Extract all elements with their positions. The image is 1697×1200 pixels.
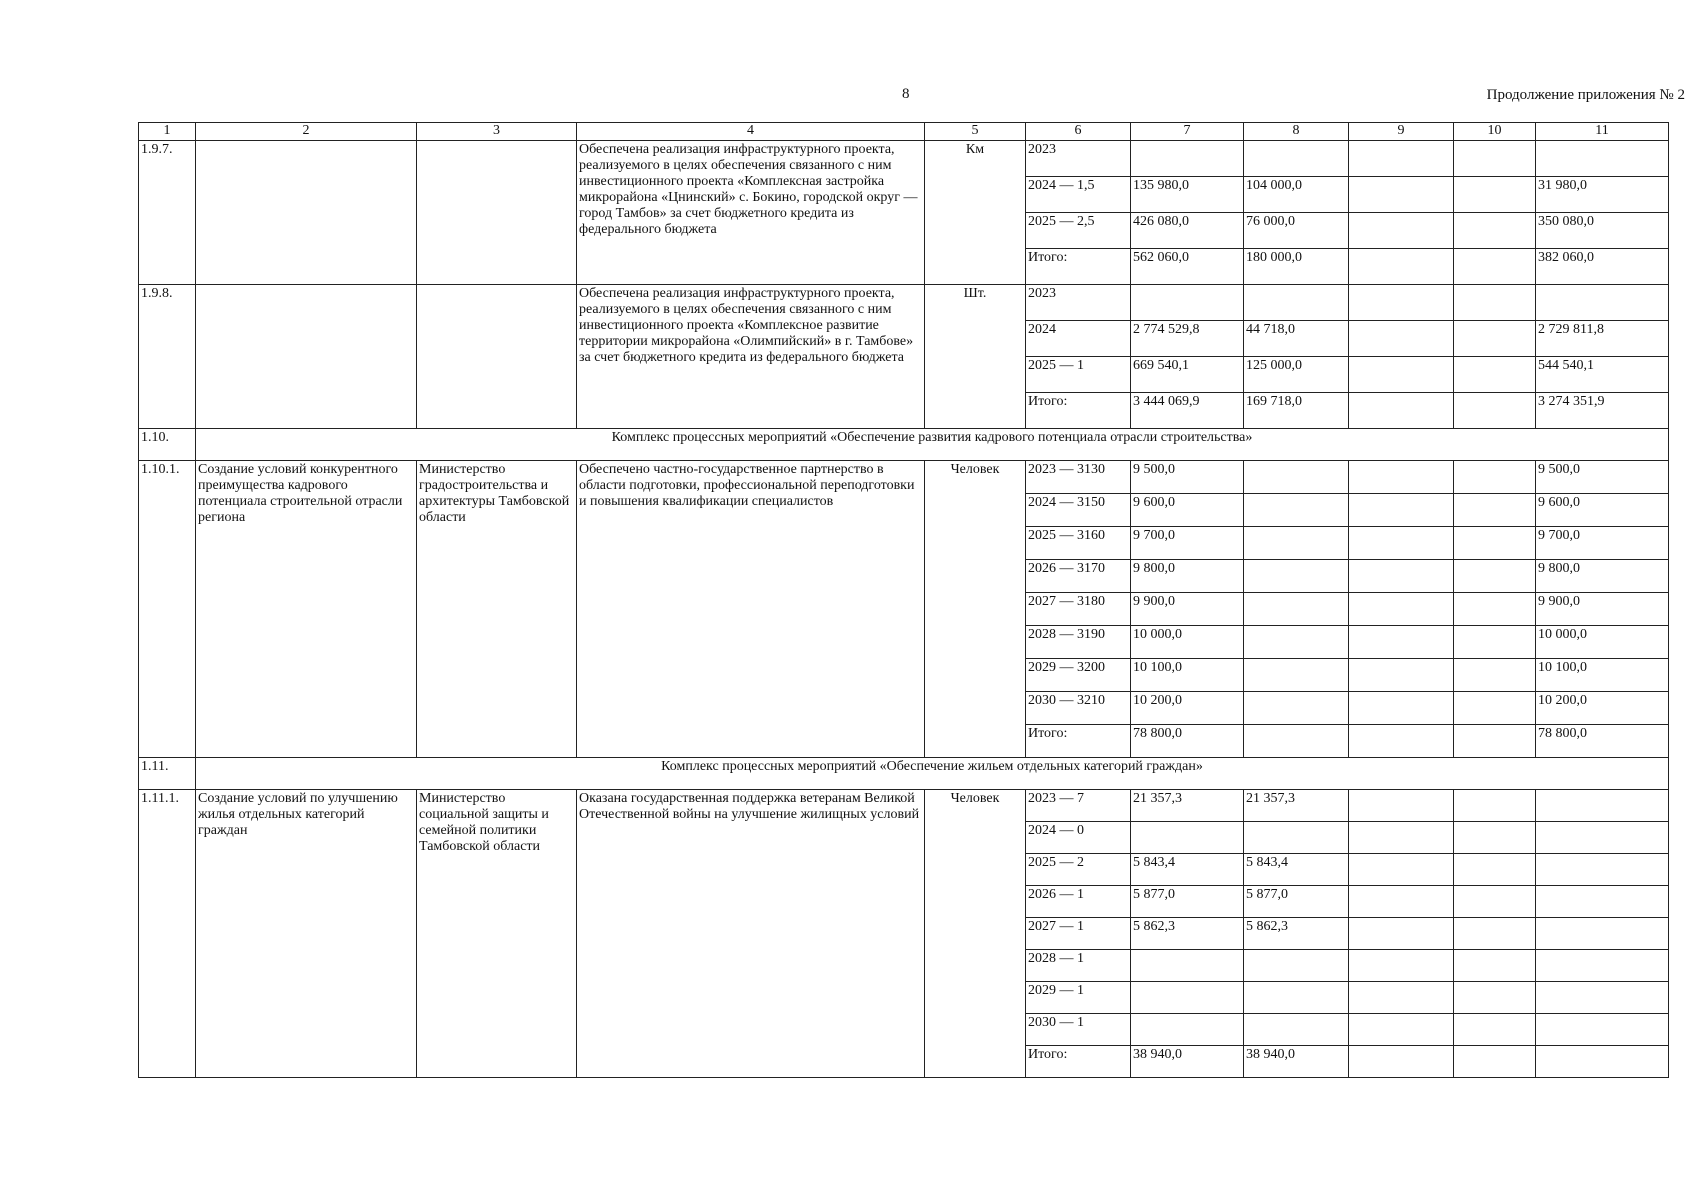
amount-total xyxy=(1131,950,1244,982)
amount-regional: 9 700,0 xyxy=(1536,527,1669,560)
amount-federal xyxy=(1244,822,1349,854)
amount-regional: 2 729 811,8 xyxy=(1536,321,1669,357)
section-row xyxy=(139,758,1669,790)
amount-col9 xyxy=(1349,494,1454,527)
year-value: 2030 — 3210 xyxy=(1026,692,1131,725)
section-number: 1.10. xyxy=(139,429,196,461)
amount-col9 xyxy=(1349,1046,1454,1078)
result-description: Обеспечена реализация инфраструктурного проекта, реализуемого в целях обеспечения связанного с ним инвестиционного проекта «Комплексное развитие территории микрорайона «Олимпийский» в г. Тамбове» за счет бюджетного кредита из федерального бюджета xyxy=(577,285,925,429)
amount-col10 xyxy=(1454,560,1536,593)
amount-col9 xyxy=(1349,141,1454,177)
amount-federal xyxy=(1244,1014,1349,1046)
section-row xyxy=(139,429,1669,461)
amount-total: 10 100,0 xyxy=(1131,659,1244,692)
amount-col9 xyxy=(1349,593,1454,626)
amount-regional xyxy=(1536,950,1669,982)
amount-col10 xyxy=(1454,494,1536,527)
amount-col9 xyxy=(1349,626,1454,659)
amount-total: 3 444 069,9 xyxy=(1131,393,1244,429)
amount-col9 xyxy=(1349,822,1454,854)
amount-col10 xyxy=(1454,790,1536,822)
year-value: 2025 — 2,5 xyxy=(1026,213,1131,249)
amount-col9 xyxy=(1349,918,1454,950)
amount-federal: 5 862,3 xyxy=(1244,918,1349,950)
unit-of-measure: Человек xyxy=(925,790,1026,1078)
amount-regional xyxy=(1536,918,1669,950)
amount-col10 xyxy=(1454,461,1536,494)
amount-total: 38 940,0 xyxy=(1131,1046,1244,1078)
amount-col10 xyxy=(1454,285,1536,321)
amount-col10 xyxy=(1454,1014,1536,1046)
amount-col10 xyxy=(1454,393,1536,429)
amount-col10 xyxy=(1454,593,1536,626)
year-value: 2025 — 2 xyxy=(1026,854,1131,886)
amount-col10 xyxy=(1454,249,1536,285)
amount-federal xyxy=(1244,141,1349,177)
header-cell: 1 xyxy=(139,123,196,141)
amount-regional: 9 900,0 xyxy=(1536,593,1669,626)
amount-col10 xyxy=(1454,725,1536,758)
amount-col9 xyxy=(1349,285,1454,321)
amount-regional: 3 274 351,9 xyxy=(1536,393,1669,429)
amount-regional xyxy=(1536,854,1669,886)
section-number: 1.11. xyxy=(139,758,196,790)
amount-federal xyxy=(1244,461,1349,494)
amount-col9 xyxy=(1349,213,1454,249)
amount-total: 78 800,0 xyxy=(1131,725,1244,758)
amount-total xyxy=(1131,285,1244,321)
year-value: Итого: xyxy=(1026,725,1131,758)
amount-federal xyxy=(1244,725,1349,758)
amount-col9 xyxy=(1349,692,1454,725)
section-title: Комплекс процессных мероприятий «Обеспечение развития кадрового потенциала отрасли строительства» xyxy=(196,429,1669,461)
unit-of-measure: Км xyxy=(925,141,1026,285)
amount-col10 xyxy=(1454,321,1536,357)
amount-total: 426 080,0 xyxy=(1131,213,1244,249)
result-description: Оказана государственная поддержка ветеранам Великой Отечественной войны на улучшение жилищных условий xyxy=(577,790,925,1078)
amount-regional: 544 540,1 xyxy=(1536,357,1669,393)
amount-federal xyxy=(1244,982,1349,1014)
unit-of-measure: Шт. xyxy=(925,285,1026,429)
year-value: 2027 — 3180 xyxy=(1026,593,1131,626)
amount-col10 xyxy=(1454,141,1536,177)
amount-total: 9 900,0 xyxy=(1131,593,1244,626)
amount-regional: 10 100,0 xyxy=(1536,659,1669,692)
amount-total: 9 800,0 xyxy=(1131,560,1244,593)
table-row xyxy=(139,285,1669,321)
amount-federal: 38 940,0 xyxy=(1244,1046,1349,1078)
amount-col9 xyxy=(1349,177,1454,213)
amount-total: 9 500,0 xyxy=(1131,461,1244,494)
measure-name xyxy=(196,141,417,285)
amount-total: 9 700,0 xyxy=(1131,527,1244,560)
measure-name: Создание условий конкурентного преимущества кадрового потенциала строительной отрасли региона xyxy=(196,461,417,758)
section-title: Комплекс процессных мероприятий «Обеспечение жильем отдельных категорий граждан» xyxy=(196,758,1669,790)
amount-col9 xyxy=(1349,790,1454,822)
unit-of-measure: Человек xyxy=(925,461,1026,758)
year-value: 2029 — 1 xyxy=(1026,982,1131,1014)
header-cell: 10 xyxy=(1454,123,1536,141)
year-value: 2025 — 1 xyxy=(1026,357,1131,393)
amount-regional: 31 980,0 xyxy=(1536,177,1669,213)
amount-total: 562 060,0 xyxy=(1131,249,1244,285)
amount-col9 xyxy=(1349,659,1454,692)
amount-regional xyxy=(1536,1014,1669,1046)
amount-federal: 76 000,0 xyxy=(1244,213,1349,249)
continuation-label: Продолжение приложения № 2 xyxy=(1486,87,1685,103)
year-value: 2024 — 1,5 xyxy=(1026,177,1131,213)
year-value: 2030 — 1 xyxy=(1026,1014,1131,1046)
year-value: 2024 — 0 xyxy=(1026,822,1131,854)
header-cell: 11 xyxy=(1536,123,1669,141)
amount-federal: 180 000,0 xyxy=(1244,249,1349,285)
measure-name xyxy=(196,285,417,429)
amount-federal: 21 357,3 xyxy=(1244,790,1349,822)
amount-col9 xyxy=(1349,854,1454,886)
amount-total: 669 540,1 xyxy=(1131,357,1244,393)
amount-federal xyxy=(1244,593,1349,626)
amount-regional: 10 000,0 xyxy=(1536,626,1669,659)
amount-total xyxy=(1131,1014,1244,1046)
amount-federal xyxy=(1244,692,1349,725)
amount-total: 2 774 529,8 xyxy=(1131,321,1244,357)
amount-total: 5 862,3 xyxy=(1131,918,1244,950)
amount-federal: 44 718,0 xyxy=(1244,321,1349,357)
amount-total: 10 000,0 xyxy=(1131,626,1244,659)
item-number: 1.9.7. xyxy=(139,141,196,285)
amount-col10 xyxy=(1454,177,1536,213)
item-number: 1.11.1. xyxy=(139,790,196,1078)
responsible-executor xyxy=(417,285,577,429)
amount-col9 xyxy=(1349,886,1454,918)
amount-total xyxy=(1131,822,1244,854)
amount-col10 xyxy=(1454,854,1536,886)
year-value: Итого: xyxy=(1026,393,1131,429)
measure-name: Создание условий по улучшению жилья отдельных категорий граждан xyxy=(196,790,417,1078)
amount-col10 xyxy=(1454,357,1536,393)
amount-regional xyxy=(1536,285,1669,321)
header-cell: 8 xyxy=(1244,123,1349,141)
amount-federal xyxy=(1244,626,1349,659)
amount-total: 21 357,3 xyxy=(1131,790,1244,822)
amount-federal: 169 718,0 xyxy=(1244,393,1349,429)
amount-regional: 10 200,0 xyxy=(1536,692,1669,725)
amount-federal xyxy=(1244,560,1349,593)
header-row xyxy=(139,123,1669,141)
year-value: 2023 — 3130 xyxy=(1026,461,1131,494)
amount-col9 xyxy=(1349,249,1454,285)
amount-federal: 5 843,4 xyxy=(1244,854,1349,886)
amount-federal: 104 000,0 xyxy=(1244,177,1349,213)
year-value: Итого: xyxy=(1026,1046,1131,1078)
amount-regional xyxy=(1536,1046,1669,1078)
year-value: 2028 — 1 xyxy=(1026,950,1131,982)
amount-col10 xyxy=(1454,918,1536,950)
amount-regional xyxy=(1536,982,1669,1014)
amount-col10 xyxy=(1454,1046,1536,1078)
amount-regional xyxy=(1536,790,1669,822)
responsible-executor: Министерство градостроительства и архитектуры Тамбовской области xyxy=(417,461,577,758)
table-row xyxy=(139,141,1669,177)
amount-federal: 5 877,0 xyxy=(1244,886,1349,918)
table-row xyxy=(139,790,1669,822)
amount-col10 xyxy=(1454,982,1536,1014)
amount-col10 xyxy=(1454,626,1536,659)
amount-federal: 125 000,0 xyxy=(1244,357,1349,393)
amount-total: 135 980,0 xyxy=(1131,177,1244,213)
result-description: Обеспечено частно-государственное партнерство в области подготовки, профессиональной переподготовки и повышения квалификации специалистов xyxy=(577,461,925,758)
responsible-executor xyxy=(417,141,577,285)
header-cell: 5 xyxy=(925,123,1026,141)
amount-col9 xyxy=(1349,560,1454,593)
year-value: 2026 — 1 xyxy=(1026,886,1131,918)
responsible-executor: Министерство социальной защиты и семейной политики Тамбовской области xyxy=(417,790,577,1078)
amount-federal xyxy=(1244,659,1349,692)
table-row xyxy=(139,461,1669,494)
amount-col10 xyxy=(1454,213,1536,249)
year-value: 2028 — 3190 xyxy=(1026,626,1131,659)
header-cell: 7 xyxy=(1131,123,1244,141)
amount-total: 5 843,4 xyxy=(1131,854,1244,886)
amount-total: 9 600,0 xyxy=(1131,494,1244,527)
amount-total xyxy=(1131,141,1244,177)
amount-col9 xyxy=(1349,725,1454,758)
amount-col9 xyxy=(1349,527,1454,560)
item-number: 1.10.1. xyxy=(139,461,196,758)
header-cell: 3 xyxy=(417,123,577,141)
year-value: 2023 — 7 xyxy=(1026,790,1131,822)
amount-col10 xyxy=(1454,950,1536,982)
amount-regional xyxy=(1536,886,1669,918)
amount-col10 xyxy=(1454,822,1536,854)
year-value: 2029 — 3200 xyxy=(1026,659,1131,692)
amount-federal xyxy=(1244,527,1349,560)
header-cell: 4 xyxy=(577,123,925,141)
amount-col10 xyxy=(1454,659,1536,692)
amount-total: 5 877,0 xyxy=(1131,886,1244,918)
year-value: 2027 — 1 xyxy=(1026,918,1131,950)
amount-regional xyxy=(1536,822,1669,854)
amount-total xyxy=(1131,982,1244,1014)
amount-federal xyxy=(1244,494,1349,527)
year-value: 2024 — 3150 xyxy=(1026,494,1131,527)
year-value: 2023 xyxy=(1026,285,1131,321)
amount-col9 xyxy=(1349,357,1454,393)
amount-col10 xyxy=(1454,692,1536,725)
amount-regional xyxy=(1536,141,1669,177)
amount-col10 xyxy=(1454,527,1536,560)
page-number: 8 xyxy=(902,86,910,102)
amount-federal xyxy=(1244,285,1349,321)
amount-regional: 9 500,0 xyxy=(1536,461,1669,494)
amount-col10 xyxy=(1454,886,1536,918)
amount-col9 xyxy=(1349,321,1454,357)
amount-regional: 350 080,0 xyxy=(1536,213,1669,249)
table-body xyxy=(139,123,1669,1078)
header-cell: 9 xyxy=(1349,123,1454,141)
amount-regional: 78 800,0 xyxy=(1536,725,1669,758)
amount-col9 xyxy=(1349,1014,1454,1046)
amount-col9 xyxy=(1349,982,1454,1014)
year-value: 2026 — 3170 xyxy=(1026,560,1131,593)
amount-federal xyxy=(1244,950,1349,982)
result-description: Обеспечена реализация инфраструктурного проекта, реализуемого в целях обеспечения связанного с ним инвестиционного проекта «Комплексная застройка микрорайона «Цнинский» с. Бокино, городской округ — город Тамбов» за счет бюджетного кредита из федерального бюджета xyxy=(577,141,925,285)
amount-regional: 9 800,0 xyxy=(1536,560,1669,593)
header-cell: 2 xyxy=(196,123,417,141)
amount-regional: 9 600,0 xyxy=(1536,494,1669,527)
amount-regional: 382 060,0 xyxy=(1536,249,1669,285)
amount-col9 xyxy=(1349,393,1454,429)
amount-total: 10 200,0 xyxy=(1131,692,1244,725)
item-number: 1.9.8. xyxy=(139,285,196,429)
amount-col9 xyxy=(1349,461,1454,494)
year-value: 2023 xyxy=(1026,141,1131,177)
year-value: Итого: xyxy=(1026,249,1131,285)
header-cell: 6 xyxy=(1026,123,1131,141)
amount-col9 xyxy=(1349,950,1454,982)
year-value: 2025 — 3160 xyxy=(1026,527,1131,560)
program-table xyxy=(138,122,1669,1078)
year-value: 2024 xyxy=(1026,321,1131,357)
